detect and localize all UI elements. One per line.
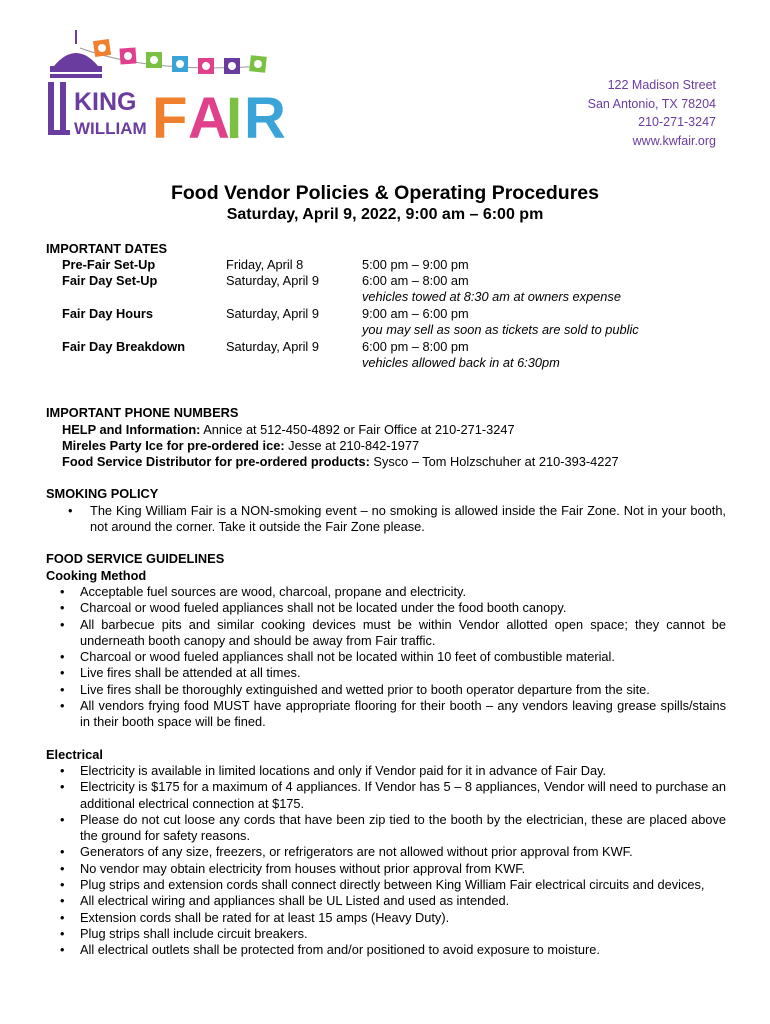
list-item: • Extension cords shall be rated for at least 15 amps (Heavy Duty).: [46, 910, 726, 926]
date-day: Saturday, April 9: [226, 306, 319, 322]
smoking-section: [46, 486, 726, 535]
document-body: [46, 241, 726, 959]
date-note: vehicles towed at 8:30 am at owners expense: [362, 289, 621, 305]
phones-heading: IMPORTANT PHONE NUMBERS: [46, 405, 239, 421]
dates-table: [46, 257, 726, 389]
list-item: • No vendor may obtain electricity from houses without prior approval from KWF.: [46, 861, 726, 877]
date-day: Saturday, April 9: [226, 339, 319, 355]
list-item: • Acceptable fuel sources are wood, charcoal, propane and electricity.: [46, 584, 726, 600]
svg-text:I: I: [226, 86, 243, 151]
list-item: • Live fires shall be thoroughly extinguished and wetted prior to booth operator departure from the site.: [46, 682, 726, 698]
food-heading: FOOD SERVICE GUIDELINES: [46, 551, 225, 567]
address-website[interactable]: www.kwfair.org: [632, 133, 716, 148]
phone-line: [46, 454, 726, 470]
svg-text:WILLIAM: WILLIAM: [74, 119, 147, 138]
logo-graphic-icon: [40, 26, 300, 156]
list-item: • Generators of any size, freezers, or refrigerators are not allowed without prior approval from KWF.: [46, 844, 726, 860]
phone-line: [46, 422, 726, 438]
list-item: • Plug strips shall include circuit breakers.: [46, 926, 726, 942]
date-note: you may sell as soon as tickets are sold to public: [362, 322, 639, 338]
date-note: vehicles allowed back in at 6:30pm: [362, 355, 560, 371]
electrical-section: [46, 747, 726, 959]
address-city: San Antonio, TX 78204: [587, 96, 716, 111]
list-item: • All electrical outlets shall be protected from and/or positioned to avoid exposure to moisture.: [46, 942, 726, 958]
king-william-fair-logo: [40, 26, 300, 156]
food-section: [46, 551, 726, 730]
date-label: Fair Day Hours: [62, 306, 154, 322]
smoking-list: [46, 503, 726, 536]
list-item: • Please do not cut loose any cords that have been zip tied to the booth by the electrician, these are placed above the ground for safety reasons.: [46, 812, 726, 845]
date-time: 5:00 pm – 9:00 pm: [362, 257, 469, 273]
address-street: 122 Madison Street: [607, 78, 716, 92]
page-title: Food Vendor Policies & Operating Procedures: [170, 182, 599, 204]
phones-section: [46, 405, 726, 470]
phone-text: Annice at 512-450-4892 or Fair Office at 210-271-3247: [200, 421, 515, 437]
cooking-heading: Cooking Method: [46, 567, 147, 583]
smoking-heading: SMOKING POLICY: [46, 486, 159, 502]
svg-text:R: R: [244, 86, 286, 151]
date-label: Fair Day Set-Up: [62, 273, 158, 289]
list-item: • Plug strips and extension cords shall connect directly between King William Fair electrical circuits and devices,: [46, 877, 726, 893]
cooking-list: [46, 584, 726, 731]
date-label: Fair Day Breakdown: [62, 339, 186, 355]
list-item: • The King William Fair is a NON-smoking event – no smoking is allowed inside the Fair Zone. Not in your booth, not around the corner. Take it outside the Fair Zone please.: [46, 503, 726, 536]
list-item: • All barbecue pits and similar cooking devices must be within Vendor allotted open space; they cannot be underneath booth canopy and should be away from Fair traffic.: [46, 617, 726, 650]
date-time: 9:00 am – 6:00 pm: [362, 306, 469, 322]
phone-label: HELP and Information:: [62, 421, 201, 437]
phone-line: [46, 438, 726, 454]
electrical-heading: Electrical: [46, 746, 103, 762]
date-day: Saturday, April 9: [226, 273, 319, 289]
list-item: • Charcoal or wood fueled appliances shall not be located under the food booth canopy.: [46, 600, 726, 616]
address-block: [588, 76, 716, 150]
address-phone: 210-271-3247: [638, 115, 716, 129]
list-item: • Charcoal or wood fueled appliances shall not be located within 10 feet of combustible material.: [46, 649, 726, 665]
svg-text:F: F: [152, 86, 188, 151]
date-label: Pre-Fair Set-Up: [62, 257, 156, 273]
phone-label: Food Service Distributor for pre-ordered products:: [62, 454, 370, 470]
phone-text: Jesse at 210-842-1977: [284, 437, 420, 453]
svg-text:A: A: [188, 86, 230, 151]
dates-heading: IMPORTANT DATES: [46, 241, 168, 256]
list-item: • All vendors frying food MUST have appropriate flooring for their booth – any vendors leaving grease spills/stains in their booth space will be fined.: [46, 698, 726, 731]
list-item: • Live fires shall be attended at all times.: [46, 665, 726, 681]
list-item: • All electrical wiring and appliances shall be UL Listed and used as intended.: [46, 893, 726, 909]
list-item: • Electricity is available in limited locations and only if Vendor paid for it in advance of Fair Day.: [46, 763, 726, 779]
phone-label: Mireles Party Ice for pre-ordered ice:: [62, 437, 285, 453]
list-item: • Electricity is $175 for a maximum of 4 appliances. If Vendor has 5 – 8 appliances, Vendor will need to purchase an additional electrical connection at $175.: [46, 779, 726, 812]
electrical-list: [46, 763, 726, 959]
date-day: Friday, April 8: [226, 257, 304, 273]
svg-text:KING: KING: [74, 88, 137, 116]
phone-text: Sysco – Tom Holzschuher at 210-393-4227: [369, 454, 619, 470]
page-subtitle: Saturday, April 9, 2022, 9:00 am – 6:00 pm: [226, 206, 544, 223]
date-time: 6:00 am – 8:00 am: [362, 273, 469, 289]
date-time: 6:00 pm – 8:00 pm: [362, 339, 469, 355]
